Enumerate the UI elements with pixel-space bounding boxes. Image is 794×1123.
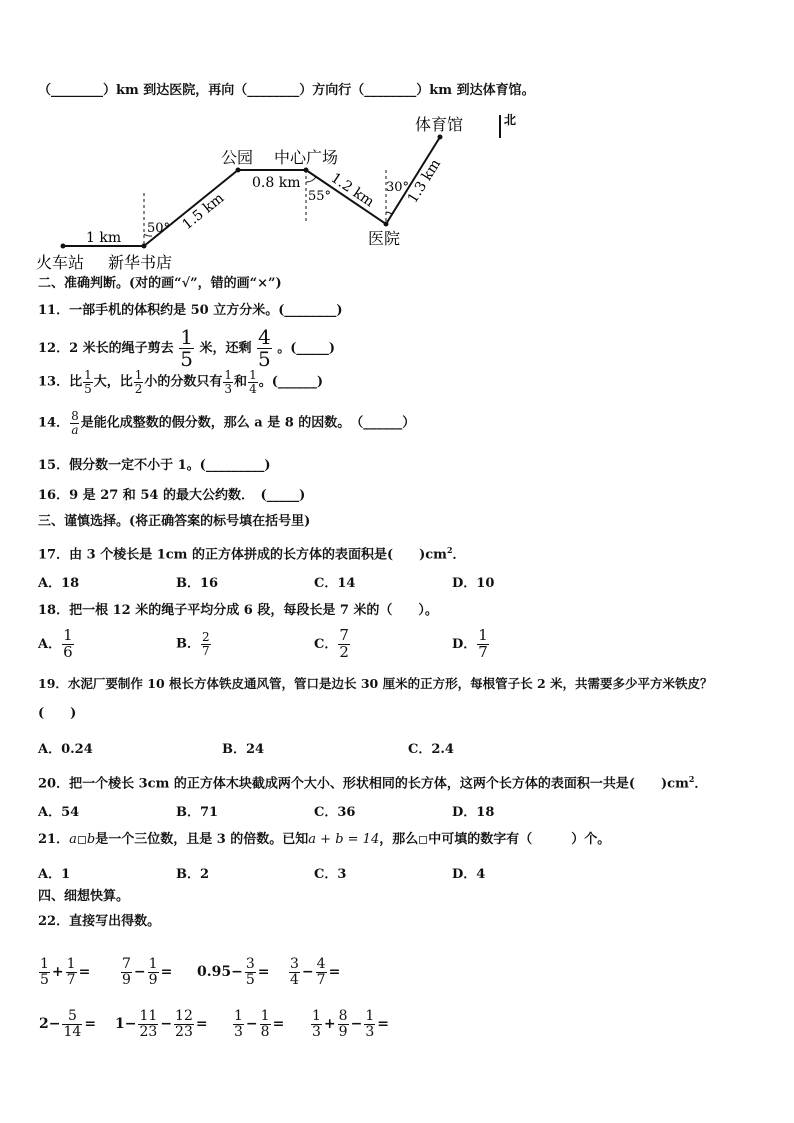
label-park: 公园 (221, 148, 254, 167)
q18-option-d[interactable]: D． $\frac{1}{7}$ (452, 626, 488, 661)
q21-option-a[interactable]: A．1 (38, 867, 71, 882)
fraction: $\frac{3}{5}$ (245, 955, 255, 988)
q12: 12．2 米长的绳子剪去 $\frac{1}{5}$ 米，还剩 $\frac{4}{5}$ 。(_____) (38, 325, 336, 371)
fraction: $\frac{1}{8}$ (260, 1007, 270, 1040)
q20-option-d[interactable]: D．18 (452, 805, 495, 820)
q20: 20．把一个棱长 3cm 的正方体木块截成两个大小、形状相同的长方体，这两个长方体的表面积一共是( )$cm^2$． (38, 774, 708, 792)
calc-row-1 (38, 950, 778, 994)
q18: 18．把一根 12 米的绳子平均分成 6 段，每段长是 7 米的（ ）。 (38, 603, 438, 618)
q19-option-c[interactable]: C．2.4 (408, 742, 454, 757)
q17-option-d[interactable]: D．10 (452, 576, 495, 591)
calc-item: 0.95− $\frac{3}{5}$ = (197, 955, 270, 988)
fraction: $\frac{11}{23}$ (139, 1007, 158, 1040)
q20-option-a[interactable]: A．54 (38, 805, 80, 820)
q15: 15．假分数一定不小于 1。(_________) (38, 458, 271, 473)
q22: 22．直接写出得数。 (38, 914, 161, 929)
q17-option-c[interactable]: C．14 (314, 576, 356, 591)
dist-hospital-stadium: 1.3 km (404, 156, 445, 207)
fraction: $\frac{5}{14}$ (63, 1007, 82, 1040)
north-label: 北 (504, 113, 517, 127)
q21-option-d[interactable]: D．4 (452, 867, 486, 882)
fraction: $\frac{1}{3}$ (234, 1007, 243, 1040)
fraction: $\frac{1}{3}$ (365, 1007, 375, 1040)
dist-park-center: 0.8 km (252, 175, 301, 191)
calc-item: $\frac{1}{5}$ + $\frac{1}{7}$ = (40, 955, 91, 988)
blank-square-icon (78, 836, 86, 844)
q18-option-a[interactable]: A． $\frac{1}{6}$ (38, 626, 73, 661)
calc-item: $\frac{7}{9}$ − $\frac{1}{9}$ = (122, 955, 173, 988)
q17-option-a[interactable]: A．18 (38, 576, 80, 591)
route-map (0, 105, 794, 295)
angle-center: 55° (308, 189, 332, 204)
fraction: $\frac{1}{7}$ (66, 955, 76, 988)
angle-hospital: 30° (386, 180, 410, 195)
q10-text: （________）km 到达医院，再向（________）方向行（________）km 到达体育馆。 (38, 83, 535, 98)
q17-option-b[interactable]: B．16 (176, 576, 219, 591)
q12-frac2: $\frac{4}{5}$ (258, 325, 271, 371)
calc-item: $\frac{1}{3}$ − $\frac{1}{8}$ = (234, 1007, 285, 1040)
point-center (304, 168, 309, 173)
q14-frac: $\frac{8}{a}$ (71, 409, 79, 437)
dist-station-bookstore: 1 km (86, 230, 122, 246)
dist-center-hospital: 1.2 km (327, 170, 377, 211)
q19: 19．水泥厂要制作 10 根长方体铁皮通风管，管口是边长 30 厘米的正方形，每根管子长 2 米，共需要多少平方米铁皮？ (38, 676, 713, 691)
q19-option-a[interactable]: A．0.24 (38, 742, 93, 757)
fraction: $\frac{1}{9}$ (148, 955, 158, 988)
label-hospital: 医院 (368, 229, 401, 248)
fraction: $\frac{8}{9}$ (338, 1007, 348, 1040)
calc-item: $\frac{1}{3}$ + $\frac{8}{9}$ − $\frac{1}{3}$ = (312, 1007, 389, 1040)
point-bookstore (142, 244, 147, 249)
q18-option-b[interactable]: B． $\frac{2}{7}$ (176, 630, 210, 658)
section2-title: 二、准确判断。(对的画“√”，错的画“×”) (38, 276, 282, 291)
q14: 14． $\frac{8}{a}$ 是能化成整数的假分数，那么 a 是 8 的因数。 （______） (38, 409, 416, 437)
fraction: $\frac{7}{9}$ (122, 955, 131, 988)
q13-frac4: $\frac{1}{4}$ (249, 368, 257, 396)
q13: 13．比 $\frac{1}{5}$ 大，比 $\frac{1}{2}$ 小的分数只有 $\frac{1}{3}$ 和 $\frac{1}{4}$ 。(______) (38, 368, 324, 396)
point-station (61, 244, 66, 249)
label-stadium: 体育馆 (415, 115, 464, 134)
blank-square-icon (419, 836, 427, 844)
calc-row-2 (38, 1002, 778, 1046)
q12-frac1: $\frac{1}{5}$ (180, 325, 193, 371)
fraction: $\frac{4}{7}$ (316, 955, 326, 988)
calc-item: $\frac{3}{4}$ − $\frac{4}{7}$ = (290, 955, 341, 988)
q18-option-c[interactable]: C． $\frac{7}{2}$ (314, 626, 349, 661)
q13-frac2: $\frac{1}{2}$ (134, 368, 143, 396)
q11: 11．一部手机的体积约是 50 立方分米。(________) (38, 303, 343, 318)
fraction: $\frac{1}{3}$ (312, 1007, 321, 1040)
q20-option-c[interactable]: C．36 (314, 805, 356, 820)
point-hospital (384, 222, 389, 227)
fraction: $\frac{1}{5}$ (40, 955, 49, 988)
calc-item: 1− $\frac{11}{23}$ − $\frac{12}{23}$ = (115, 1007, 208, 1040)
q20-option-b[interactable]: B．71 (176, 805, 219, 820)
q21-option-c[interactable]: C．3 (314, 867, 347, 882)
q17: 17．由 3 个棱长是 1cm 的正方体拼成的长方体的表面积是( )$cm^2$． (38, 545, 466, 563)
q13-frac3: $\frac{1}{3}$ (224, 368, 233, 396)
section4-title: 四、细想快算。 (38, 889, 130, 904)
label-station: 火车站 (36, 253, 85, 272)
angle-bookstore: 50° (147, 221, 171, 236)
q16: 16．9 是 27 和 54 的最大公约数． (_____) (38, 488, 306, 503)
point-stadium (438, 135, 443, 140)
point-park (236, 168, 241, 173)
dist-bookstore-park: 1.5 km (179, 190, 228, 234)
calc-item: 2− $\frac{5}{14}$ = (39, 1007, 97, 1040)
q19-option-b[interactable]: B．24 (222, 742, 265, 757)
fraction: $\frac{3}{4}$ (290, 955, 299, 988)
q13-frac1: $\frac{1}{5}$ (84, 368, 92, 396)
section3-title: 三、谨慎选择。(将正确答案的标号填在括号里) (38, 514, 311, 529)
label-center: 中心广场 (274, 148, 339, 167)
label-bookstore: 新华书店 (108, 253, 173, 272)
fraction: $\frac{12}{23}$ (175, 1007, 193, 1040)
q21: 21．a b是一个三位数，且是 3 的倍数。已知a + b = 14，那么 中可填的数字有（ ）个。 (38, 832, 611, 847)
q10-line (38, 82, 535, 100)
q19-paren: ( ) (38, 706, 77, 721)
q21-option-b[interactable]: B．2 (176, 867, 210, 882)
